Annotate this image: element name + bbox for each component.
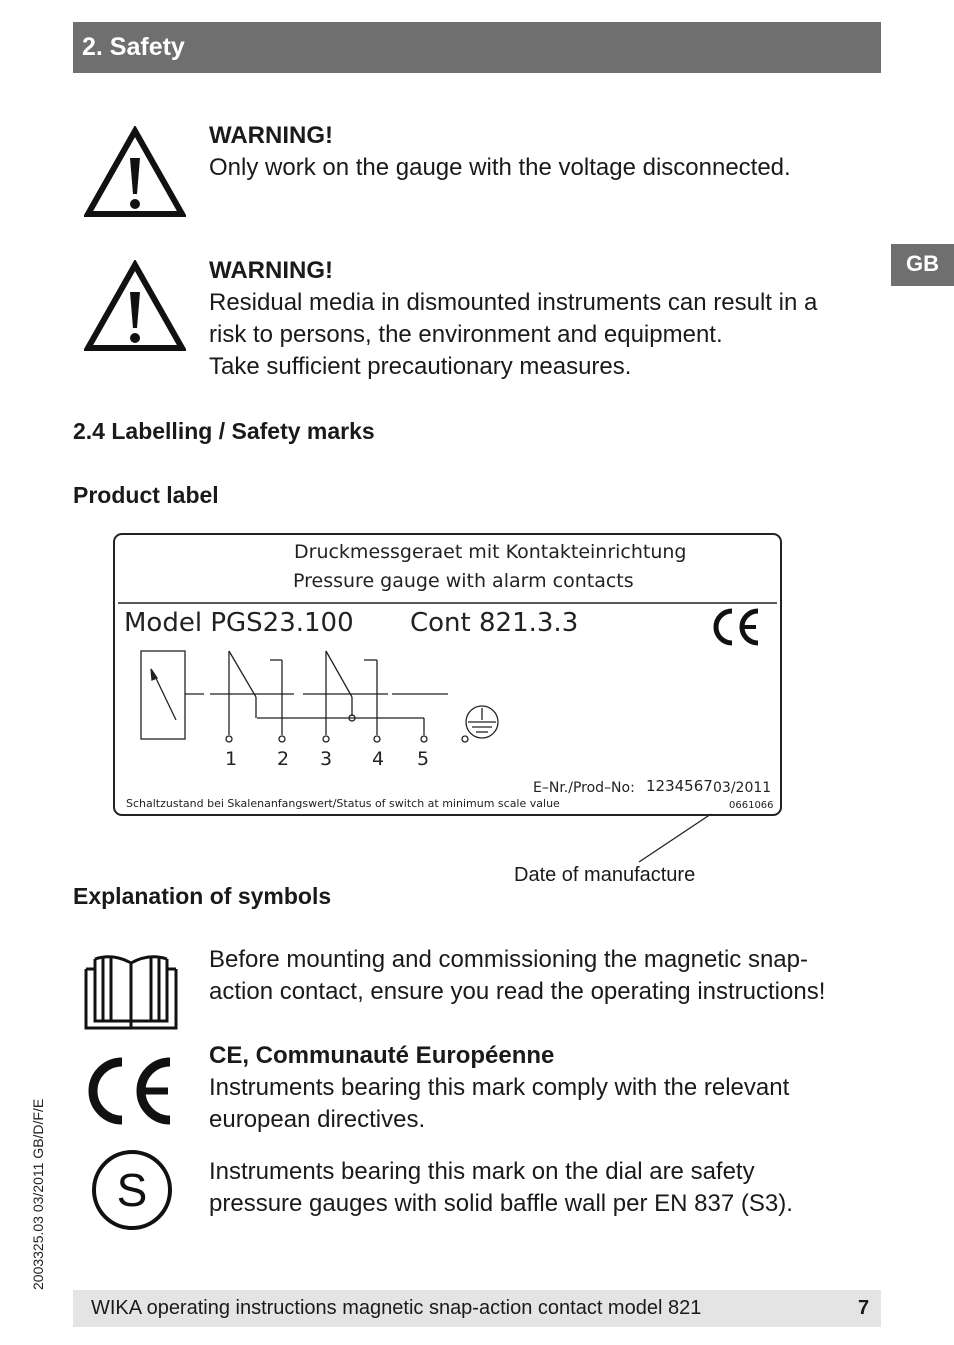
- warning-triangle-icon: [84, 126, 186, 218]
- section-heading: 2.4 Labelling / Safety marks: [73, 418, 375, 444]
- plate-code: 0661066: [729, 800, 774, 811]
- symbol-1-line-1: Before mounting and commissioning the magnetic snap-: [209, 946, 808, 973]
- language-tab: GB: [891, 244, 954, 286]
- label-model: Model PGS23.100: [124, 608, 354, 638]
- page-title: 2. Safety: [82, 33, 185, 61]
- terminal-4: 4: [372, 748, 385, 770]
- terminal-3: 3: [320, 748, 333, 770]
- manual-book-icon: [83, 951, 179, 1033]
- label-cont: Cont 821.3.3: [410, 608, 579, 638]
- warning-2-line-1: Residual media in dismounted instruments can result in a: [209, 289, 818, 316]
- warning-2-line-3: Take sufficient precautionary measures.: [209, 353, 632, 380]
- warning-1-title: WARNING!: [209, 122, 333, 149]
- symbol-3-line-2: pressure gauges with solid baffle wall per EN 837 (S3).: [209, 1190, 793, 1217]
- product-label-plate: [112, 532, 784, 820]
- label-line-german: Druckmessgeraet mit Kontakteinrichtung: [294, 541, 687, 563]
- footer-text: WIKA operating instructions magnetic snap-action contact model 821: [91, 1297, 702, 1319]
- warning-2-line-2: risk to persons, the environment and equipment.: [209, 321, 723, 348]
- svg-text:S: S: [116, 1164, 148, 1216]
- product-label-heading: Product label: [73, 482, 219, 508]
- date-of-manufacture-callout: Date of manufacture: [514, 864, 696, 886]
- warning-2-title: WARNING!: [209, 257, 333, 284]
- warning-triangle-icon: [84, 260, 186, 352]
- document-code: 2003325.03 03/2011 GB/D/F/E: [30, 1098, 46, 1290]
- ce-mark-icon: [84, 1056, 176, 1126]
- callout-line: [635, 812, 715, 864]
- symbol-2-title: CE, Communauté Européenne: [209, 1042, 555, 1069]
- switch-status-note: Schaltzustand bei Skalenanfangswert/Status of switch at minimum scale value: [126, 797, 560, 810]
- page-number: 7: [858, 1297, 870, 1319]
- terminal-2: 2: [277, 748, 290, 770]
- section-header-bar: [73, 22, 881, 73]
- symbol-3-line-1: Instruments bearing this mark on the dial are safety: [209, 1158, 755, 1185]
- label-line-english: Pressure gauge with alarm contacts: [293, 570, 634, 592]
- safety-s-icon: [90, 1148, 174, 1232]
- prod-no-label: E–Nr./Prod–No:: [533, 780, 635, 796]
- symbol-2-line-2: european directives.: [209, 1106, 426, 1133]
- symbol-1-line-2: action contact, ensure you read the operating instructions!: [209, 978, 826, 1005]
- terminal-5: 5: [417, 748, 430, 770]
- symbols-heading: Explanation of symbols: [73, 883, 332, 909]
- manufacture-date: 03/2011: [713, 780, 772, 796]
- warning-1-text: Only work on the gauge with the voltage disconnected.: [209, 154, 791, 181]
- prod-no-value: 1234567: [646, 777, 713, 795]
- symbol-2-line-1: Instruments bearing this mark comply with the relevant: [209, 1074, 790, 1101]
- terminal-1: 1: [225, 748, 238, 770]
